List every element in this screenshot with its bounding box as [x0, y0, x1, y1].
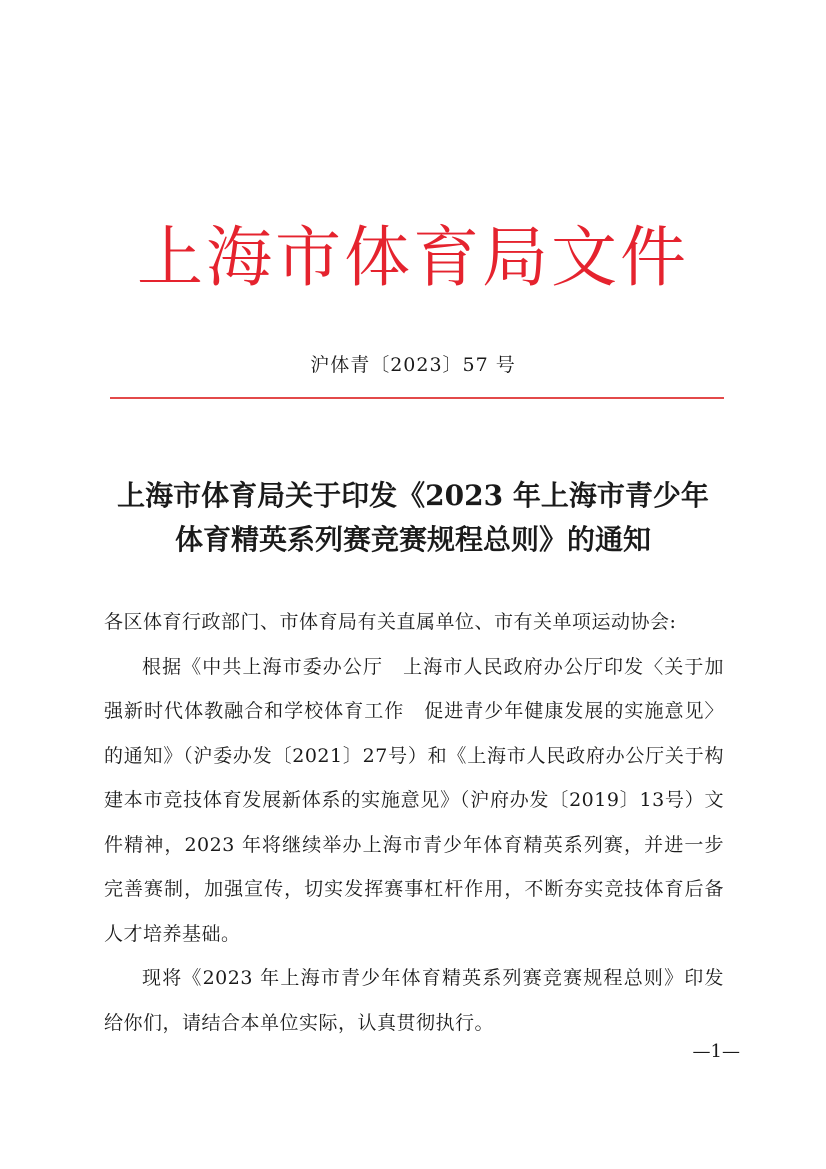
- notice-title: [80, 474, 746, 562]
- notice-title-line-1: 上海市体育局关于印发《2023 年上海市青少年: [117, 479, 709, 512]
- addressee-line: 各区体育行政部门、市体育局有关直属单位、市有关单项运动协会:: [104, 611, 677, 633]
- body-paragraph-2: 现将《2023 年上海市青少年体育精英系列赛竞赛规程总则》印发给你们，请结合本单位实际，认真贯彻执行。: [104, 967, 724, 1034]
- notice-body: [104, 600, 724, 1045]
- document-number: 沪体青〔2023〕57 号: [310, 354, 516, 376]
- page-number: —1—: [692, 1041, 740, 1062]
- masthead-title: 上海市体育局文件: [137, 219, 689, 296]
- body-paragraph-1: 根据《中共上海市委办公厅 上海市人民政府办公厅印发〈关于加强新时代体教融合和学校体育工作 促进青少年健康发展的实施意见〉的通知》（沪委办发〔2021〕27号）和《上海市人民政府办公厅关于构建本市竞技体育发展新体系的实施意见》（沪府办发〔2019〕13号）文件精神，2023 年将继续举办上海市青少年体育精英系列赛，并进一步完善赛制，加强宣传，切实发挥赛事杠杆作用，不断夯实竞技体育后备人才培养基础。: [104, 655, 724, 945]
- red-divider: [110, 397, 724, 399]
- notice-title-line-2: 体育精英系列赛竞赛规程总则》的通知: [174, 523, 651, 556]
